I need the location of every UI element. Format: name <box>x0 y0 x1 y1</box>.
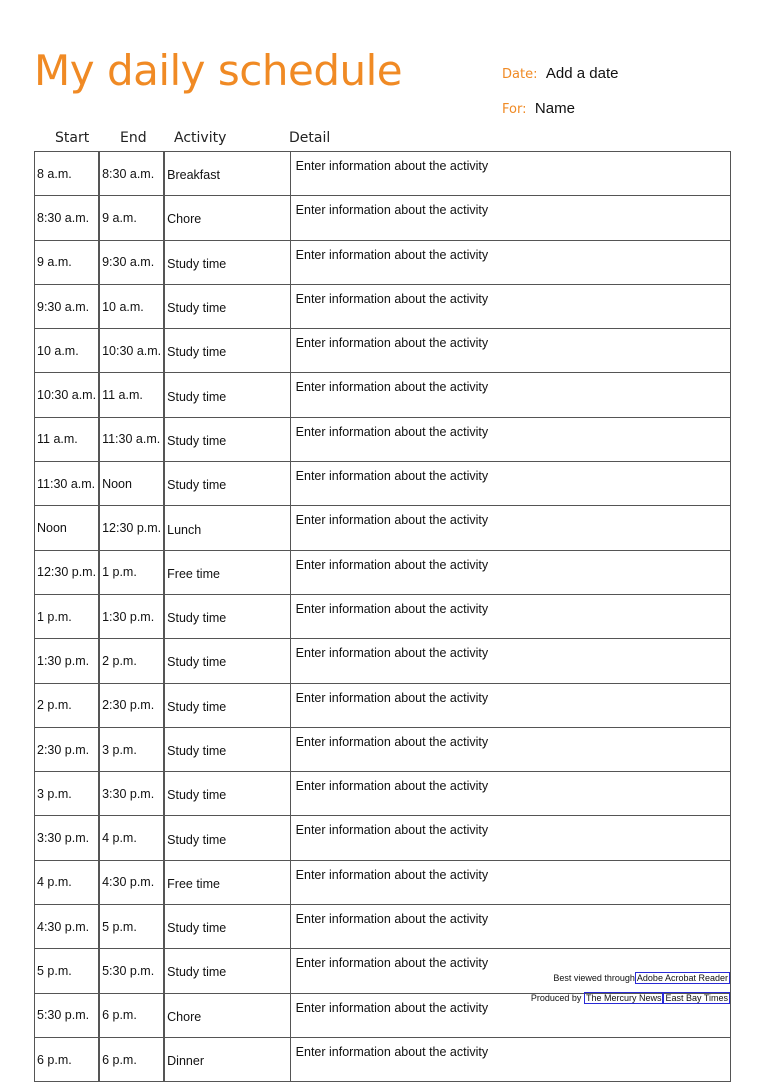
detail-cell[interactable]: Enter information about the activity <box>290 772 730 816</box>
schedule-row <box>35 594 731 638</box>
end-time-cell[interactable]: Noon <box>99 462 164 506</box>
detail-cell[interactable]: Enter information about the activity <box>290 550 730 594</box>
end-time-cell[interactable]: 11:30 a.m. <box>99 417 164 461</box>
activity-cell[interactable]: Chore <box>164 993 290 1037</box>
detail-cell[interactable]: Enter information about the activity <box>290 506 730 550</box>
end-time-cell[interactable]: 11 a.m. <box>99 373 164 417</box>
schedule-row <box>35 329 731 373</box>
mercury-news-link[interactable]: The Mercury News <box>585 993 662 1003</box>
activity-cell[interactable]: Study time <box>164 284 290 328</box>
for-value[interactable]: Name <box>534 100 575 117</box>
start-time-cell[interactable]: 11:30 a.m. <box>35 462 100 506</box>
start-time-cell[interactable]: 11 a.m. <box>35 417 100 461</box>
schedule-row <box>35 772 731 816</box>
end-time-cell[interactable]: 12:30 p.m. <box>99 506 164 550</box>
activity-cell[interactable]: Study time <box>164 727 290 771</box>
activity-cell[interactable]: Breakfast <box>164 152 290 196</box>
end-time-cell[interactable]: 4 p.m. <box>99 816 164 860</box>
end-time-cell[interactable]: 1:30 p.m. <box>99 594 164 638</box>
start-time-cell[interactable]: 9 a.m. <box>35 240 100 284</box>
schedule-row <box>35 417 731 461</box>
activity-cell[interactable]: Study time <box>164 329 290 373</box>
header-start: Start <box>55 130 90 146</box>
start-time-cell[interactable]: 1:30 p.m. <box>35 639 100 683</box>
header-detail: Detail <box>289 130 331 146</box>
start-time-cell[interactable]: Noon <box>35 506 100 550</box>
for-field[interactable] <box>502 100 575 118</box>
activity-cell[interactable]: Study time <box>164 373 290 417</box>
end-time-cell[interactable]: 2:30 p.m. <box>99 683 164 727</box>
start-time-cell[interactable]: 5:30 p.m. <box>35 993 100 1037</box>
start-time-cell[interactable]: 2:30 p.m. <box>35 727 100 771</box>
viewed-label: Best viewed through <box>553 973 635 983</box>
end-time-cell[interactable]: 10 a.m. <box>99 284 164 328</box>
end-time-cell[interactable]: 8:30 a.m. <box>99 152 164 196</box>
start-time-cell[interactable]: 5 p.m. <box>35 949 100 993</box>
schedule-row <box>35 506 731 550</box>
start-time-cell[interactable]: 10:30 a.m. <box>35 373 100 417</box>
schedule-row <box>35 1037 731 1081</box>
activity-cell[interactable]: Free time <box>164 550 290 594</box>
detail-cell[interactable]: Enter information about the activity <box>290 905 730 949</box>
start-time-cell[interactable]: 3 p.m. <box>35 772 100 816</box>
end-time-cell[interactable]: 3:30 p.m. <box>99 772 164 816</box>
date-label: Date: <box>502 67 538 82</box>
date-field[interactable] <box>502 65 618 83</box>
start-time-cell[interactable]: 9:30 a.m. <box>35 284 100 328</box>
header-activity: Activity <box>174 130 227 146</box>
start-time-cell[interactable]: 2 p.m. <box>35 683 100 727</box>
start-time-cell[interactable]: 1 p.m. <box>35 594 100 638</box>
detail-cell[interactable]: Enter information about the activity <box>290 329 730 373</box>
schedule-row <box>35 860 731 904</box>
activity-cell[interactable]: Study time <box>164 772 290 816</box>
activity-cell[interactable]: Study time <box>164 816 290 860</box>
column-headers <box>0 130 768 150</box>
schedule-row <box>35 284 731 328</box>
activity-cell[interactable]: Study time <box>164 462 290 506</box>
detail-cell[interactable]: Enter information about the activity <box>290 196 730 240</box>
activity-cell[interactable]: Lunch <box>164 506 290 550</box>
detail-cell[interactable]: Enter information about the activity <box>290 727 730 771</box>
end-time-cell[interactable]: 10:30 a.m. <box>99 329 164 373</box>
detail-cell[interactable]: Enter information about the activity <box>290 683 730 727</box>
header-end: End <box>120 130 147 146</box>
page-title: My daily schedule <box>34 46 403 95</box>
detail-cell[interactable]: Enter information about the activity <box>290 594 730 638</box>
date-value[interactable]: Add a date <box>545 65 619 82</box>
start-time-cell[interactable]: 4 p.m. <box>35 860 100 904</box>
schedule-row <box>35 152 731 196</box>
activity-cell[interactable]: Study time <box>164 683 290 727</box>
start-time-cell[interactable]: 4:30 p.m. <box>35 905 100 949</box>
produced-label: Produced by <box>530 993 582 1003</box>
end-time-cell[interactable]: 4:30 p.m. <box>99 860 164 904</box>
schedule-row <box>35 550 731 594</box>
end-time-cell[interactable]: 9:30 a.m. <box>99 240 164 284</box>
footer-viewed <box>553 973 730 983</box>
schedule-row <box>35 639 731 683</box>
detail-cell[interactable]: Enter information about the activity <box>290 816 730 860</box>
detail-cell[interactable]: Enter information about the activity <box>290 949 730 993</box>
detail-cell[interactable]: Enter information about the activity <box>290 462 730 506</box>
start-time-cell[interactable]: 3:30 p.m. <box>35 816 100 860</box>
detail-cell[interactable]: Enter information about the activity <box>290 1037 730 1081</box>
activity-cell[interactable]: Study time <box>164 240 290 284</box>
for-label: For: <box>502 102 527 117</box>
schedule-row <box>35 683 731 727</box>
activity-cell[interactable]: Free time <box>164 860 290 904</box>
acrobat-link[interactable]: Adobe Acrobat Reader <box>636 973 728 983</box>
end-time-cell[interactable]: 6 p.m. <box>99 1037 164 1081</box>
detail-cell[interactable]: Enter information about the activity <box>290 284 730 328</box>
activity-cell[interactable]: Chore <box>164 196 290 240</box>
end-time-cell[interactable]: 6 p.m. <box>99 993 164 1037</box>
east-bay-times-link[interactable]: East Bay Times <box>665 993 728 1003</box>
schedule-row <box>35 373 731 417</box>
activity-cell[interactable]: Dinner <box>164 1037 290 1081</box>
schedule-row <box>35 949 731 993</box>
start-time-cell[interactable]: 10 a.m. <box>35 329 100 373</box>
end-time-cell[interactable]: 2 p.m. <box>99 639 164 683</box>
activity-cell[interactable]: Study time <box>164 594 290 638</box>
activity-cell[interactable]: Study time <box>164 905 290 949</box>
detail-cell[interactable]: Enter information about the activity <box>290 860 730 904</box>
activity-cell[interactable]: Study time <box>164 417 290 461</box>
end-time-cell[interactable]: 1 p.m. <box>99 550 164 594</box>
schedule-row <box>35 196 731 240</box>
activity-cell[interactable]: Study time <box>164 949 290 993</box>
end-time-cell[interactable]: 9 a.m. <box>99 196 164 240</box>
start-time-cell[interactable]: 12:30 p.m. <box>35 550 100 594</box>
end-time-cell[interactable]: 5:30 p.m. <box>99 949 164 993</box>
start-time-cell[interactable]: 8:30 a.m. <box>35 196 100 240</box>
end-time-cell[interactable]: 3 p.m. <box>99 727 164 771</box>
schedule-row <box>35 905 731 949</box>
detail-cell[interactable]: Enter information about the activity <box>290 240 730 284</box>
detail-cell[interactable]: Enter information about the activity <box>290 417 730 461</box>
end-time-cell[interactable]: 5 p.m. <box>99 905 164 949</box>
schedule-row <box>35 240 731 284</box>
schedule-row <box>35 816 731 860</box>
detail-cell[interactable]: Enter information about the activity <box>290 373 730 417</box>
activity-cell[interactable]: Study time <box>164 639 290 683</box>
detail-cell[interactable]: Enter information about the activity <box>290 152 730 196</box>
start-time-cell[interactable]: 8 a.m. <box>35 152 100 196</box>
detail-cell[interactable]: Enter information about the activity <box>290 993 730 1037</box>
schedule-row <box>35 462 731 506</box>
schedule-body <box>35 152 731 1082</box>
footer-produced <box>531 993 730 1003</box>
schedule-row <box>35 727 731 771</box>
detail-cell[interactable]: Enter information about the activity <box>290 639 730 683</box>
schedule-table <box>34 151 731 1082</box>
start-time-cell[interactable]: 6 p.m. <box>35 1037 100 1081</box>
